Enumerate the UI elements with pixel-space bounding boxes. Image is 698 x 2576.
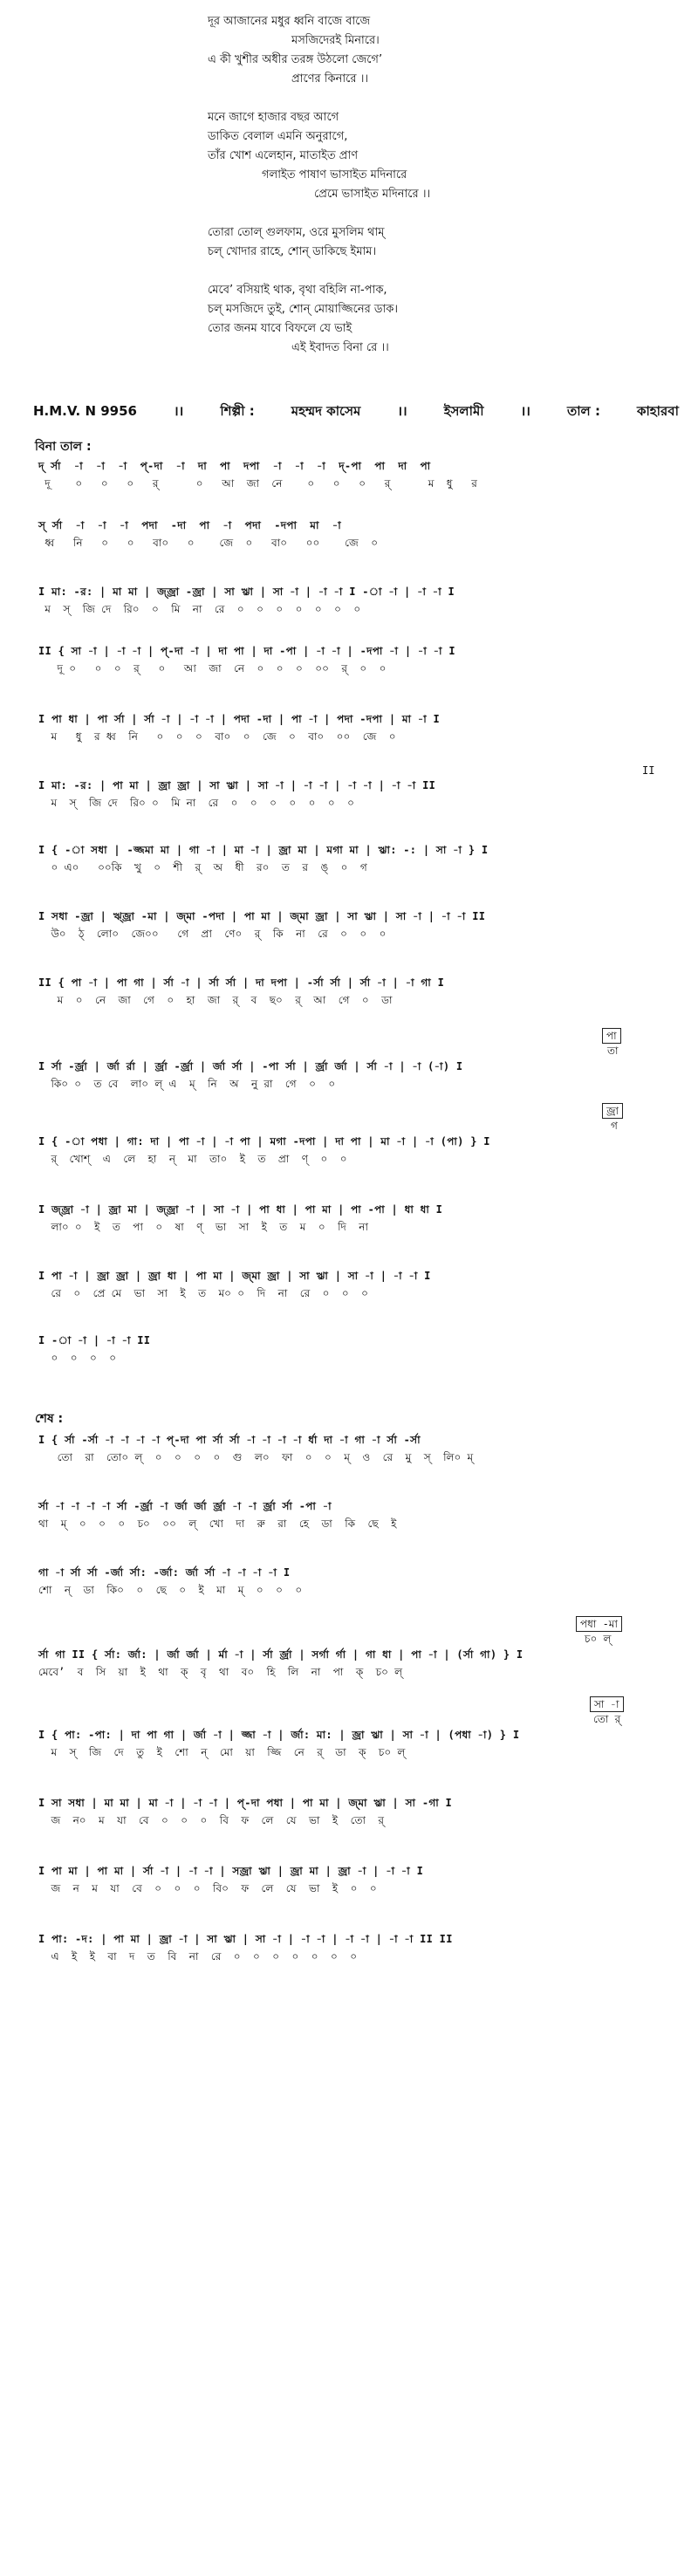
notation-block <box>38 583 684 618</box>
swara-line: I { -া সধা | -জ্জমা মা | গা -া | মা -া | জ্রা মা | মগা মা | ঋ্রা: -: | সা -া } I <box>38 844 489 856</box>
lyric-syllables: জ ন০ ম যা বে ০ ০ ০ বি ফ লে যে ভা ই তো র্ <box>38 1814 384 1826</box>
lyric-line: মেবে’ বসিয়াই থাক, বৃথা বহিলি না-পাক, <box>208 284 387 297</box>
variation-box: সা -া <box>590 1696 624 1712</box>
swara-line: দ্ র্সা -া -া -া প্-দা -া দা পা দপা -া -া -া দ্-পা পা দা পা <box>38 460 431 472</box>
lyric-stanza-4 <box>208 281 574 358</box>
lyric-syllables: ম স্ জি দে রি০ ০ মি না রে ০ ০ ০ ০ ০ ০ ০ <box>38 603 361 615</box>
lyric-syllables: ম স্ জি দে রি০ ০ মি না রে ০ ০ ০ ০ ০ ০ ০ <box>38 797 354 809</box>
lyric-line: ডাকিত বেলাল এমনি অনুরাগে, <box>208 130 348 143</box>
lyric-syllables: ম ০ নে জা গে ০ হা জা র্ ব ছ০ র্ আ গে ০ ডা <box>38 994 393 1006</box>
lyric-line: গলাইত পাষাণ ভাসাইত মদিনারে <box>262 168 407 182</box>
notation-block <box>38 1564 684 1599</box>
tala-label: তাল : <box>566 403 600 419</box>
notation-block <box>38 908 684 942</box>
lyric-syllables: থা ম্ ০ ০ ০ চ০ ০০ ল্ খো দা রু রা হে ডা কি ছে ই <box>38 1518 397 1530</box>
lyric-line: মনে জাগে হাজার বছর আগে <box>208 111 339 124</box>
variation-syllable: চ০ ল্ <box>585 1633 612 1645</box>
record-header <box>33 401 679 423</box>
lyric-stanza-3 <box>208 223 574 262</box>
swara-line: I -া -া | -া -া II <box>38 1334 151 1346</box>
lyric-line: দূর আজানের মধুর ধ্বনি বাজে বাজে <box>208 15 371 28</box>
notation-block <box>38 517 684 552</box>
notation-block <box>38 1794 684 1829</box>
notation-block <box>38 1431 684 1466</box>
lyric-line: মসজিদেরই মিনারে। <box>291 34 380 47</box>
lyric-syllables: ০ ০ ০ ০ <box>38 1352 117 1364</box>
variation-syllable: গ <box>611 1120 618 1132</box>
lyric-syllables: মেবে’ ব সি য়া ই থা ক্ বৃ থা ব০ হি লি না পা ক্ চ০ ল্ <box>38 1666 403 1678</box>
swara-line: I { পা: -পা: | দা পা গা | র্জা -া | জ্জা -া | র্জা: মা: | জ্রা ঋ্রা | সা -া | (পধা -া) } I <box>38 1729 520 1741</box>
lyric-syllables: ম স্ জি দে তু ই শো ন্ মো য়া জ্জি নে র্ ডা ক্ চ০ ল্ <box>38 1746 406 1758</box>
separator: ।। <box>397 403 407 419</box>
notation-block <box>38 1133 684 1168</box>
variation-box: পা <box>602 1028 621 1044</box>
double-bar-mark: II <box>642 764 655 777</box>
swara-line: I { -া পধা | গা: দা | পা -া | -া পা | মগা -দপা | দা পা | মা -া | -া (পা) } I <box>38 1135 490 1148</box>
lyric-syllables: তো রা তো০ ল্ ০ ০ ০ ০ গু ল০ ফা ০ ০ ম্ ও রে মু স্ লি০ ম্ <box>38 1451 474 1463</box>
lyric-line: এই ইবাদত বিনা রে ।। <box>291 341 389 354</box>
swara-line: I সা সধা | মা মা | মা -া | -া -া | প্-দা পধা | পা মা | জ্মা ঋ্রা | সা -গা I <box>38 1797 453 1809</box>
lyric-syllables: কি০ ০ ত বে লা০ ল্ এ ম্ নি অ নু রা গে ০ ০ <box>38 1078 336 1090</box>
notation-block <box>38 1267 684 1302</box>
variation-box: পধা -মা <box>576 1616 622 1632</box>
lyric-line: প্রাণের কিনারে ।। <box>291 72 368 86</box>
artist-name: মহম্মদ কাসেম <box>291 403 361 419</box>
notation-block <box>38 1646 684 1681</box>
lyric-line: তাঁর খোশ এলেহান, মাতাইত প্রাণ <box>208 149 359 162</box>
swara-line: II { পা -া | পা গা | র্সা -া | র্সা র্সা | দা দপা | -র্সা র্সা | র্সা -া | -া গা I <box>38 976 445 989</box>
swara-line: র্সা গা II { র্সা: র্জা: | র্জা র্জা | র্মা -া | র্সা র্জ্রা | সর্গা র্গা | গা ধা | পা -া | (র্সা গা) } I <box>38 1648 524 1661</box>
section-title-bina-tal: বিনা তাল : <box>35 440 92 454</box>
lyric-syllables: এ ই ই বা দ ত বি না রে ০ ০ ০ ০ ০ ০ ০ <box>38 1950 358 1963</box>
swara-line: I র্সা -র্জ্রা | র্জা র্রা | র্জ্রা -র্জ্রা | র্জা র্সা | -পা র্সা | র্জ্রা র্জা | র্সা -া | -া (-া) I <box>38 1060 463 1072</box>
lyric-syllables: দূ ০ ০ ০ র্ ০ আ জা নে ০ ০ ০ র্ ম ধু র <box>38 477 477 490</box>
lyric-syllables: ০ এ০ ০০কি খু ০ শী র্ অ ধী র০ ত র ঙ্ ০ গ <box>38 861 367 874</box>
swara-line: I { র্সা -র্সা -া -া -া -া প্-দা পা র্সা র্সা -া -া -া -া র্ধা দা -া গা -া র্সা -র্সা <box>38 1434 421 1446</box>
notation-block <box>38 777 684 812</box>
lyric-line: তোরা তোল্ গুলফাম, ওরে মুসলিম থাম্ <box>208 226 385 239</box>
lyric-stanza-1 <box>208 12 574 89</box>
tala-name: কাহারবা <box>636 403 679 419</box>
lyric-stanza-2 <box>208 108 574 204</box>
lyric-line: চল্ মসজিদে তুই, শোন্ মোয়াজ্জিনের ডাক। <box>208 303 398 316</box>
notation-block <box>38 1201 684 1236</box>
variation-syllable: তা <box>607 1045 619 1057</box>
swara-line: স্ র্সা -া -া -া পদা -দা পা -া পদা -দপা মা -া <box>38 519 341 531</box>
swara-line: I জ্জ্রা -া | জ্রা মা | জ্জ্রা -া | সা -া | পা ধা | পা মা | পা -পা | ধা ধা I <box>38 1203 443 1216</box>
lyric-syllables: জ ন ম যা বে ০ ০ ০ বি০ ফ লে যে ভা ই ০ ০ <box>38 1882 377 1894</box>
separator: ।। <box>174 403 184 419</box>
swara-line: II { সা -া | -া -া | প্-দা -া | দা পা | দা -পা | -া -া | -দপা -া | -া -া I <box>38 645 455 657</box>
swara-line: র্সা -া -া -া -া র্সা -র্জ্রা -া র্জা র্জা র্জ্রা -া -া র্জ্রা র্সা -পা -া <box>38 1500 332 1512</box>
swara-line: I পা: -দ: | পা মা | জ্রা -া | সা ঋ্রা | সা -া | -া -া | -া -া | -া -া II II <box>38 1933 453 1945</box>
lyric-syllables: লা০ ০ ই ত পা ০ ষা ণ্ ভা সা ই ত ম ০ দি না <box>38 1221 368 1233</box>
notation-block <box>38 841 684 876</box>
variation-box: জ্রা <box>602 1103 623 1119</box>
lyric-syllables: ম ধু র ধ্ব নি ০ ০ ০ বা০ ০ জে ০ বা০ ০০ জে ০ <box>38 730 396 743</box>
notation-block <box>38 1332 684 1367</box>
swara-line: I মা: -র: | মা মা | জ্জ্রা -জ্রা | সা ঋ্রা | সা -া | -া -া I -া -া | -া -া I <box>38 586 455 598</box>
notation-block <box>38 710 684 745</box>
lyric-syllables: শো ন্ ডা কি০ ০ ছে ০ ই মা ম্ ০ ০ ০ <box>38 1584 303 1596</box>
notation-block <box>38 1930 684 1965</box>
lyric-line: চল্ খোদার রাহে, শোন্ ডাকিছে ইমাম। <box>208 245 377 258</box>
lyric-line: এ কী খুশীর অধীর তরঙ্গ উঠলো জেগে’ <box>208 53 383 66</box>
notation-block <box>38 457 684 492</box>
notation-block <box>38 642 684 677</box>
section-title-shesh: শেষ : <box>35 1412 64 1426</box>
swara-line: I পা -া | জ্রা জ্রা | জ্রা ধা | পা মা | জ্মা জ্রা | সা ঋ্রা | সা -া | -া -া I <box>38 1270 431 1282</box>
song-lyrics <box>208 12 574 377</box>
swara-line: গা -া র্সা র্সা -র্জা র্সা: -র্জা: র্জা র্সা -া -া -া -া I <box>38 1566 291 1579</box>
lyric-syllables: দূ ০ ০ ০ র্ ০ আ জা নে ০ ০ ০ ০০ র্ ০ ০ <box>38 662 387 675</box>
swara-line: I পা মা | পা মা | র্সা -া | -া -া | সজ্রা ঋ্রা | জ্রা মা | জ্রা -া | -া -া I <box>38 1865 424 1877</box>
lyric-syllables: ধ্ব নি ০ ০ বা০ ০ জে ০ বা০ ০০ জে ০ <box>38 537 379 549</box>
lyric-line: তোর জনম যাবে বিফলে যে ভাই <box>208 322 352 335</box>
lyric-line: প্রেমে ভাসাইত মদিনারে ।। <box>314 188 431 201</box>
notation-block <box>38 1497 684 1532</box>
lyric-syllables: উ০ ঠ্ লো০ জে০০ গে প্রা ণে০ র্ কি না রে ০ ০ ০ <box>38 928 387 940</box>
swara-line: I পা ধা | পা র্সা | র্সা -া | -া -া | পদা -দা | পা -া | পদা -দপা | মা -া I <box>38 713 441 725</box>
artist-label: শিল্পী : <box>220 403 255 419</box>
genre: ইসলামী <box>443 403 484 419</box>
separator: ।। <box>520 403 530 419</box>
lyric-syllables: র্ খোশ্ এ লে হা ন্ মা তা০ ই ত প্রা ণ্ ০ ০ <box>38 1153 347 1165</box>
notation-block <box>38 1862 684 1897</box>
record-number: H.M.V. N 9956 <box>33 403 137 419</box>
variation-syllable: তো র্ <box>593 1713 621 1725</box>
swara-line: I মা: -র: | পা মা | জ্রা জ্রা | সা ঋ্রা | সা -া | -া -া | -া -া | -া -া II <box>38 779 436 791</box>
notation-block <box>38 974 684 1009</box>
notation-block <box>38 1726 684 1761</box>
notation-block <box>38 1058 684 1093</box>
swara-line: I সধা -জ্রা | ঋ্জ্রা -মা | জ্মা -পদা | পা মা | জ্মা জ্রা | সা ঋ্রা | সা -া | -া -া II <box>38 910 486 922</box>
lyric-syllables: রে ০ প্রে মে ভা সা ই ত ম০ ০ দি না রে ০ ০ ০ <box>38 1287 368 1299</box>
